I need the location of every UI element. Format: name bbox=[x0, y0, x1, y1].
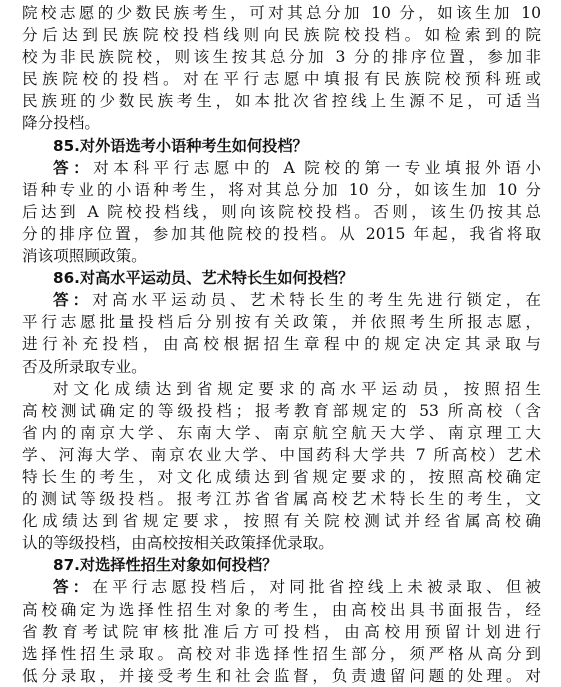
text-line: 平行志愿批量投档后分别按有关政策，并依照考生所报志愿， bbox=[22, 313, 541, 332]
text-line: 选择性招生录取。高校对非选择性招生部分，须严格从高分到 bbox=[22, 644, 541, 663]
text-line: 民族班的少数民族考生，如本批次省控线上生源不足，可适当 bbox=[22, 92, 541, 111]
answer-label: 答： bbox=[53, 578, 93, 597]
answer-label: 答： bbox=[53, 158, 94, 177]
text-line: 认的等级投档，由高校按相关政策择优录取。 bbox=[22, 534, 334, 553]
text-line: 高校确定为选择性招生对象的考生，由高校出具书面报告，经 bbox=[22, 600, 541, 619]
text-line: 的测试等级投档。报考江苏省省属高校艺术特长生的考生，文 bbox=[22, 490, 541, 509]
section-87 bbox=[22, 554, 541, 687]
text-line: 省教育考试院审核批准后方可投档，由高校用预留计划进行 bbox=[22, 622, 541, 641]
text-line: 语种专业的小语种考生，将对其总分加 10 分，如该生加 10 分 bbox=[22, 180, 541, 199]
text-line: 化成绩达到省规定要求，按照有关院校测试并经省属高校确 bbox=[22, 512, 541, 531]
question-heading: 86.对高水平运动员、艺术特长生如何投档？ bbox=[53, 269, 354, 288]
answer-label: 答： bbox=[53, 291, 93, 310]
text-line: 降分投档。 bbox=[22, 114, 100, 133]
text-line: 进行补充投档，由高校根据招生章程中的规定决定其录取与 bbox=[22, 335, 541, 354]
text-line: 民族院校的投档。对在平行志愿中填报有民族院校预科班或 bbox=[22, 70, 541, 89]
question-heading: 87.对选择性招生对象如何投档？ bbox=[53, 556, 278, 575]
paragraph-first-line: 对文化成绩达到省规定要求的高水平运动员，按照招生 bbox=[53, 379, 541, 398]
text-line: 消该项照顾政策。 bbox=[22, 247, 147, 266]
section-86 bbox=[22, 267, 541, 554]
answer-text: 在平行志愿投档后，对同批省控线上未被录取、但被 bbox=[92, 578, 541, 597]
text-line: 校为非民族院校，则该生按其总分加 3 分的排序位置，参加非 bbox=[22, 48, 541, 67]
answer-first-line bbox=[22, 157, 541, 179]
answer-first-line bbox=[22, 289, 541, 311]
text-line: 否及所录取专业。 bbox=[22, 357, 147, 376]
text-line: 院校志愿的少数民族考生，可对其总分加 10 分，如该生加 10 bbox=[22, 4, 541, 22]
text-line: 特长生的考生，对文化成绩达到省规定要求的，按照高校确定 bbox=[22, 467, 541, 486]
question-heading: 85.对外语选考小语种考生如何投档？ bbox=[53, 136, 308, 155]
text-line: 高校测试确定的等级投档；报考教育部规定的 53 所高校（含 bbox=[22, 401, 541, 420]
section-85 bbox=[22, 135, 541, 268]
text-line: 后达到 A 院校投档线，则向该院校投档。否则，该生仍按其总 bbox=[22, 202, 541, 221]
answer-text: 对本科平行志愿中的 A 院校的第一专业填报外语小 bbox=[93, 158, 541, 177]
text-line: 省内的南京大学、东南大学、南京航空航天大学、南京理工大 bbox=[22, 423, 541, 442]
text-line: 学、河海大学、南京农业大学、中国药科大学共 7 所高校）艺术 bbox=[22, 445, 541, 464]
text-line: 分后达到民族院校投档线则向民族院校投档。如检索到的院 bbox=[22, 26, 541, 45]
text-line: 低分录取，并接受考生和社会监督，负责遗留问题的处理。对 bbox=[22, 666, 541, 685]
section-84-tail bbox=[22, 2, 541, 135]
answer-text: 对高水平运动员、艺术特长生的考生先进行锁定，在 bbox=[92, 291, 541, 310]
text-line: 分的排序位置，参加其他院校的投档。从 2015 年起，我省将取 bbox=[22, 224, 541, 243]
answer-first-line bbox=[22, 576, 541, 598]
